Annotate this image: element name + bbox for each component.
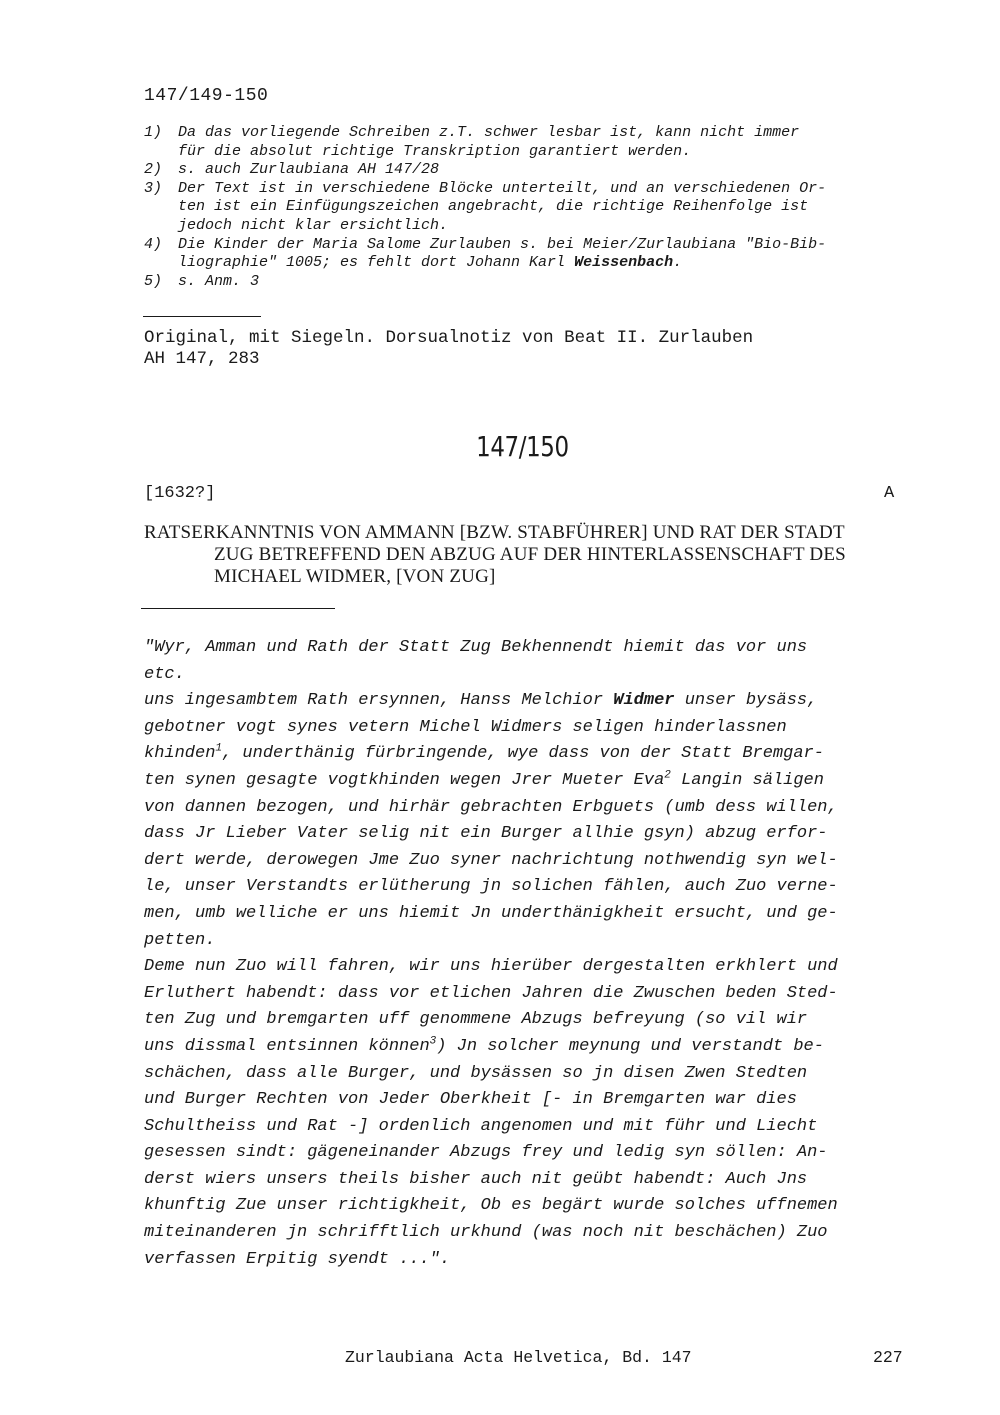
transcript <box>144 635 914 1273</box>
transcript-line: von dannen bezogen, und hirhär gebrachten Erbguets (umb dess willen, <box>144 797 838 817</box>
document-date: [1632?] <box>144 484 216 503</box>
footnote-4 <box>144 236 914 273</box>
transcript-text: unser bysäss, <box>674 691 818 711</box>
title-line: ZUG BETREFFEND DEN ABZUG AUF DER HINTERLASSENSCHAFT DES <box>214 544 846 565</box>
transcript-text: , underthänig fürbringende, wye dass von der Statt Bremgar- <box>222 744 824 764</box>
footnote-line: Da das vorliegende Schreiben z.T. schwer lesbar ist, kann nicht immer <box>178 124 800 141</box>
transcript-line <box>144 768 914 795</box>
source-note <box>144 328 753 370</box>
footnote-line: s. auch Zurlaubiana AH 147/28 <box>178 161 440 179</box>
transcript-text: ) Jn solcher meynung und verstandt be- <box>436 1036 824 1056</box>
footnotes <box>144 124 914 291</box>
footnote-line: s. Anm. 3 <box>178 272 260 290</box>
footnote-number: 1) <box>144 124 163 141</box>
transcript-text: uns dissmal entsinnen können <box>144 1036 430 1056</box>
person-name-bold: Weissenbach <box>574 254 674 272</box>
document-letter: A <box>884 484 895 503</box>
footnote-line: ten ist ein Einfügungszeichen angebracht, die richtige Reihenfolge ist <box>178 198 809 216</box>
footnote-number: 4) <box>144 235 163 253</box>
footnote-marker: 2 <box>664 769 671 782</box>
footer-page-number: 227 <box>873 1348 903 1367</box>
footnote-line: Die Kinder der Maria Salome Zurlauben s. bei Meier/Zurlaubiana "Bio-Bib- <box>178 235 827 253</box>
transcript-line: khunftig Zue unser richtigkheit, Ob es begärt wurde solches uffnemen <box>144 1196 838 1216</box>
transcript-line: "Wyr, Amman und Rath der Statt Zug Bekhennendt hiemit das vor uns <box>144 638 808 657</box>
footer-publication-title: Zurlaubiana Acta Helvetica, Bd. 147 <box>345 1348 692 1367</box>
transcript-text: ten synen gesagte vogtkhinden wegen Jrer Mueter Eva <box>144 770 665 790</box>
footnote-line: für die absolut richtige Transkription garantiert werden. <box>178 142 692 160</box>
footnote-line: jedoch nicht klar ersichtlich. <box>178 216 449 234</box>
page-reference: 147/149-150 <box>144 86 269 106</box>
transcript-line: schächen, dass alle Burger, und bysässen so jn disen Zwen Stedten <box>144 1063 808 1083</box>
transcript-line: gebotner vogt synes vetern Michel Widmers seligen hinderlassnen <box>144 717 787 737</box>
footnote-marker: 1 <box>215 742 223 755</box>
source-line: Original, mit Siegeln. Dorsualnotiz von Beat II. Zurlauben <box>144 328 754 348</box>
transcript-line: dass Jr Lieber Vater selig nit ein Burger allhie gsyn) abzug erfor- <box>144 824 828 844</box>
transcript-text: Langin säligen <box>670 770 824 790</box>
transcript-line: verfassen Erpitig syendt ...". <box>144 1249 451 1269</box>
transcript-line: dert werde, derowegen Jme Zuo syner nachrichtung nothwendig syn wel- <box>144 850 838 870</box>
title-line: MICHAEL WIDMER, [VON ZUG] <box>214 566 496 587</box>
transcript-line: und Burger Rechten von Jeder Oberkheit [- in Bremgarten war dies <box>144 1090 797 1110</box>
transcript-line <box>144 1034 914 1061</box>
document-title <box>144 522 904 588</box>
transcript-line: Schultheiss und Rat -] ordenlich angenomen und mit führ und Liecht <box>144 1116 818 1136</box>
transcript-text: uns ingesambtem Rath ersynnen, Hanss Melchior <box>144 691 614 711</box>
title-line: RATSERKANNTNIS VON AMMANN [BZW. STABFÜHRER] UND RAT DER STADT <box>144 522 845 543</box>
transcript-line: Deme nun Zuo will fahren, wir uns hierüber dergestalten erkhlert und <box>144 957 838 977</box>
transcript-line: gesessen sindt: gägeneinander Abzugs frey und ledig syn söllen: An- <box>144 1143 828 1163</box>
footnote-number: 2) <box>144 161 163 179</box>
transcript-line: men, umb welliche er uns hiemit Jn underthänigkheit ersucht, und ge- <box>144 903 838 923</box>
transcript-line <box>144 688 914 715</box>
transcript-line: Erluthert habendt: dass vor etlichen Jahren die Zwuschen beden Sted- <box>144 983 838 1003</box>
divider <box>141 608 335 609</box>
footnote-1 <box>144 124 914 161</box>
footnote-number: 3) <box>144 179 163 197</box>
source-reference: AH 147, 283 <box>144 349 260 369</box>
transcript-line: etc. <box>144 664 185 684</box>
footnote-line <box>178 254 914 273</box>
transcript-line: petten. <box>144 930 216 950</box>
footnote-text: . <box>673 254 683 272</box>
transcript-line: le, unser Verstandts erlütherung jn solichen fählen, auch Zuo verne- <box>144 877 838 897</box>
footnote-5 <box>144 273 914 292</box>
footnote-marker: 3 <box>429 1035 437 1048</box>
footnote-2 <box>144 161 914 180</box>
transcript-text: khinden <box>144 744 216 764</box>
footnote-number: 5) <box>144 272 163 290</box>
person-name-bold: Widmer <box>613 691 675 711</box>
transcript-line: ten Zug und bremgarten uff genommene Abzugs befreyung (so vil wir <box>144 1010 808 1030</box>
divider <box>143 316 261 317</box>
transcript-line <box>144 741 914 768</box>
footnote-3 <box>144 180 914 236</box>
transcript-line: derst wiers unsers theils bisher auch nit geübt habendt: Auch Jns <box>144 1169 808 1189</box>
document-number: 147/150 <box>476 430 569 463</box>
footnote-line: Der Text ist in verschiedene Blöcke unterteilt, und an verschiedenen Or- <box>178 179 827 197</box>
transcript-line: miteinanderen jn schrifftlich urkhund (was noch nit beschächen) Zuo <box>144 1223 828 1243</box>
footnote-text: liographie" 1005; es fehlt dort Johann Karl <box>178 254 575 272</box>
